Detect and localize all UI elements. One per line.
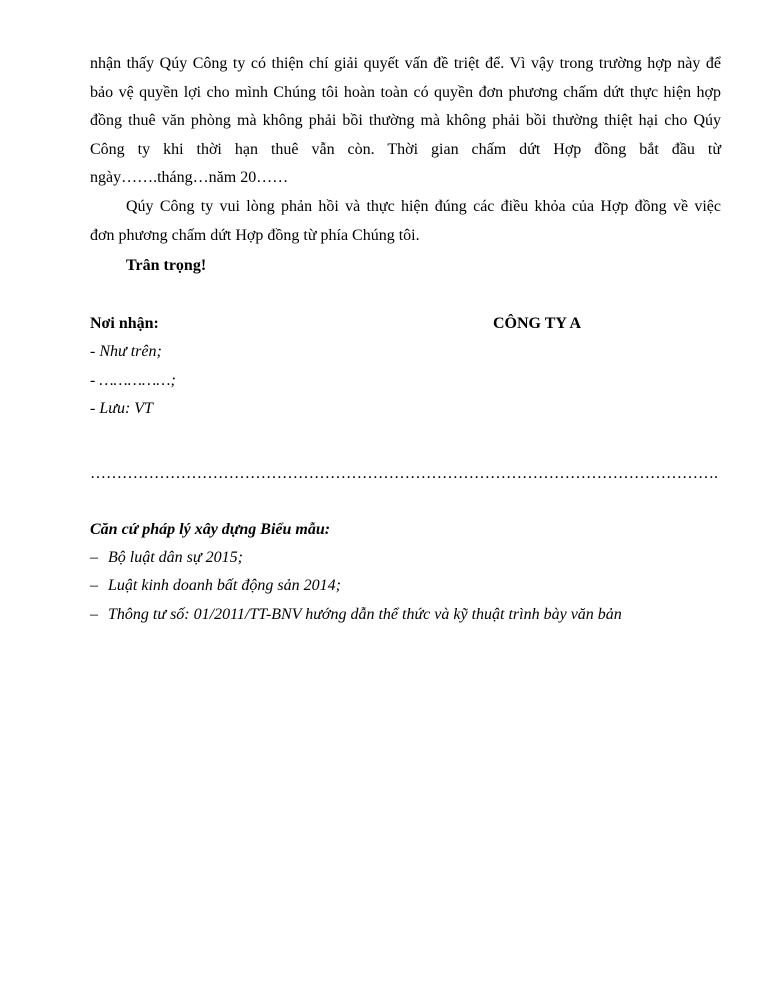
recipient-item: - Lưu: VT bbox=[90, 400, 153, 418]
paragraph-line: đơn phương chấm dứt Hợp đồng từ phía Chúng tôi. bbox=[90, 226, 420, 244]
legal-basis-item bbox=[90, 544, 721, 573]
legal-basis-text: Bộ luật dân sự 2015; bbox=[108, 548, 243, 566]
paragraph-line: bảo vệ quyền lợi cho mình Chúng tôi hoàn toàn có quyền đơn phương chấm dứt thực hiện hợp bbox=[90, 83, 721, 101]
dash-bullet: – bbox=[90, 605, 98, 623]
company-name: CÔNG TY A bbox=[493, 315, 582, 333]
recipient-item: - ……………; bbox=[90, 371, 176, 389]
legal-basis-item bbox=[90, 572, 721, 601]
dash-bullet: – bbox=[90, 577, 98, 595]
document-page bbox=[90, 50, 721, 629]
legal-basis-title: Căn cứ pháp lý xây dựng Biểu mẫu: bbox=[90, 520, 331, 538]
recipient-list bbox=[90, 338, 721, 424]
paragraph-line: Công ty khi thời hạn thuê vẫn còn. Thời gian chấm dứt Hợp đồng bắt đầu từ bbox=[90, 140, 721, 158]
body-paragraph-2 bbox=[90, 193, 721, 250]
paragraph-line: đồng thuê văn phòng mà không phải bồi thường mà không phải bồi thường thiệt hại cho Qúy bbox=[90, 112, 721, 130]
closing-salutation: Trân trọng! bbox=[126, 257, 207, 275]
body-paragraph-1 bbox=[90, 50, 721, 193]
dash-bullet: – bbox=[90, 548, 98, 566]
recipient-label: Nơi nhận: bbox=[90, 315, 159, 333]
paragraph-line: nhận thấy Qúy Công ty có thiện chí giải quyết vấn đề triệt để. Vì vậy trong trường hợp này để bbox=[90, 55, 721, 72]
legal-basis-item bbox=[90, 601, 721, 630]
legal-basis-list bbox=[90, 544, 721, 630]
paragraph-line: ngày…….tháng…năm 20…… bbox=[90, 169, 289, 187]
legal-basis-text: Thông tư số: 01/2011/TT-BNV hướng dẫn thể thức và kỹ thuật trình bày văn bản bbox=[108, 605, 622, 623]
recipient-item: - Như trên; bbox=[90, 343, 162, 361]
dotted-separator: ………………………………………………………………………………………………………. bbox=[90, 464, 718, 482]
legal-basis-text: Luật kinh doanh bất động sản 2014; bbox=[108, 577, 341, 595]
paragraph-line: Qúy Công ty vui lòng phản hồi và thực hiện đúng các điều khỏa của Hợp đồng về việc bbox=[126, 197, 721, 215]
signature-row bbox=[90, 310, 721, 338]
